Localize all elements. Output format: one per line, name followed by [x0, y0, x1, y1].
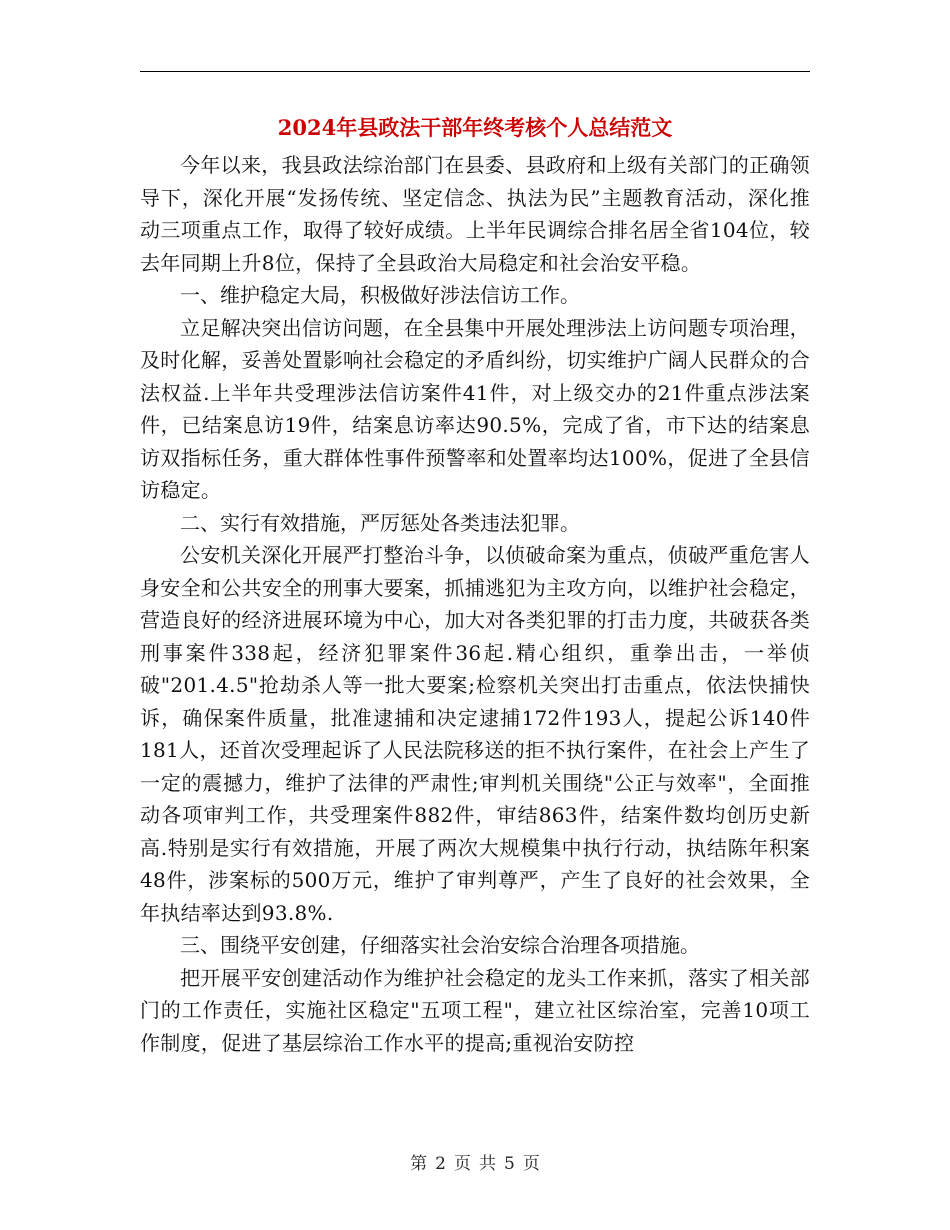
page-number-current: 2 [435, 1154, 446, 1174]
page-footer [0, 1152, 950, 1176]
footer-label-ye: 页 [454, 1154, 471, 1174]
footer-label-gong: 共 [479, 1154, 496, 1174]
footer-label-di: 第 [410, 1154, 428, 1174]
section-heading-3: 三、围绕平安创建，仔细落实社会治安综合治理各项措施。 [180, 933, 700, 957]
paragraph-section-1: 立足解决突出信访问题，在全县集中开展处理涉法上访问题专项治理，及时化解，妥善处置影响社会稳定的矛盾纠纷，切实维护广阔人民群众的合法权益.上半年共受理涉法信访案件41件，对上级交办的21件重点涉法案件，已结案息访19件，结案息访率达90.5%，完成了省，市下达的结案息访双指标任务，重大群体性事件预警率和处置率均达100%，促进了全县信访稳定。 [140, 315, 810, 502]
header-rule [140, 71, 810, 72]
section-heading-2: 二、实行有效措施，严厉惩处各类违法犯罪。 [180, 510, 580, 535]
paragraph-section-2: 公安机关深化开展严打整治斗争，以侦破命案为重点，侦破严重危害人身安全和公共安全的刑事大要案，抓捕逃犯为主攻方向，以维护社会稳定，营造良好的经济进展环境为中心，加大对各类犯罪的打击力度，共破获各类刑事案件338起，经济犯罪案件36起.精心组织，重拳出击，一举侦破"201.4.5"抢劫杀人等一批大要案;检察机关突出打击重点，依法快捕快诉，确保案件质量，批准逮捕和决定逮捕172件193人，提起公诉140件181人，还首次受理起诉了人民法院移送的拒不执行案件，在社会上产生了一定的震撼力，维护了法律的严肃性;审判机关围绕"公正与效率"，全面推动各项审判工作，共受理案件882件，审结863件，结案件数均创历史新高.特别是实行有效措施，开展了两次大规模集中执行行动，执结陈年积案48件，涉案标的500万元，维护了审判尊严，产生了良好的社会效果，全年执结率达到93.8%. [140, 543, 810, 925]
section-heading-1: 一、维护稳定大局，积极做好涉法信访工作。 [180, 283, 580, 307]
document-body [140, 149, 810, 1059]
paragraph-intro: 今年以来，我县政法综治部门在县委、县政府和上级有关部门的正确领导下，深化开展“发扬传统、坚定信念、执法为民”主题教育活动，深化推动三项重点工作，取得了较好成绩。上半年民调综合排名居全省104位，较去年同期上升8位，保持了全县政治大局稳定和社会治安平稳。 [140, 153, 810, 275]
paragraph-section-3: 把开展平安创建活动作为维护社会稳定的龙头工作来抓，落实了相关部门的工作责任，实施社区稳定"五项工程"，建立社区综治室，完善10项工作制度，促进了基层综治工作水平的提高;重视治安防控 [140, 965, 810, 1055]
document-title: 2024年县政法干部年终考核个人总结范文 [277, 115, 673, 140]
footer-label-ye2: 页 [522, 1154, 540, 1174]
page-number-total: 5 [504, 1154, 515, 1174]
